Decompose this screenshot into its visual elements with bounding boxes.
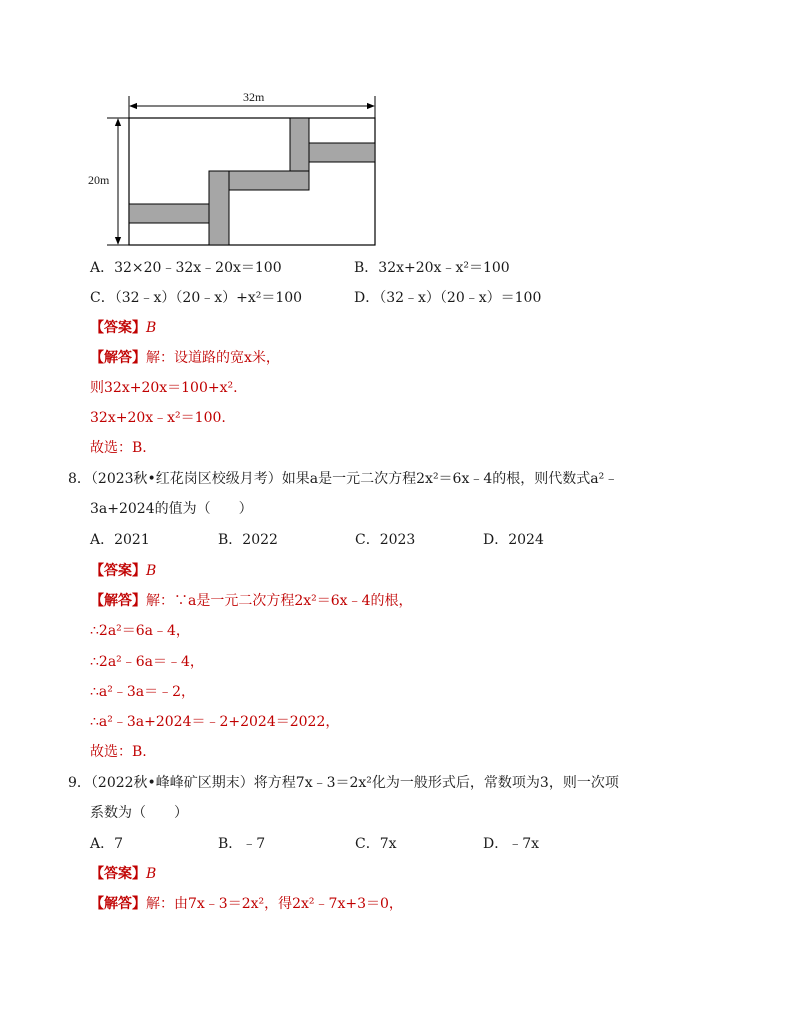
q9-option-d[interactable]: D．﹣7x (483, 836, 540, 852)
solution-line: 解：由7x﹣3＝2x²，得2x²﹣7x+3＝0， (146, 896, 403, 912)
solution-line: ∴a²﹣3a+2024＝﹣2+2024＝2022， (90, 714, 340, 730)
q7-solution (90, 348, 280, 368)
q8-option-d[interactable]: D．2024 (483, 532, 544, 548)
answer-value: B (146, 866, 157, 882)
solution-line: ∴2a²＝6a﹣4， (90, 623, 190, 639)
q9-option-a[interactable]: A．7 (90, 836, 124, 852)
answer-value: B (146, 320, 157, 336)
q9-stem: 9．（2022秋•峰峰矿区期末）将方程7x﹣3＝2x²化为一般形式后，常数项为3，则一次项 (68, 775, 619, 791)
solution-line: 故选：B. (90, 440, 147, 456)
q7-option-b[interactable]: B．32x+20x﹣x²＝100 (354, 260, 510, 276)
answer-tag: 【答案】 (90, 866, 146, 882)
q9-option-c[interactable]: C．7x (355, 836, 397, 852)
q7-answer (90, 318, 156, 338)
width-label: 32m (243, 90, 265, 104)
road-segment-4 (290, 118, 309, 171)
answer-tag: 【答案】 (90, 563, 146, 579)
q9-answer (90, 864, 156, 884)
solution-tag: 【解答】 (90, 896, 146, 912)
solution-line: 解：∵a是一元二次方程2x²＝6x﹣4的根， (146, 593, 413, 609)
road-segment-2 (209, 171, 229, 245)
solution-line: 故选：B. (90, 744, 147, 760)
q9-stem-continued: 系数为（ ） (90, 805, 188, 821)
solution-line: ∴2a²﹣6a＝﹣4， (90, 654, 204, 670)
solution-line: ∴a²﹣3a＝﹣2， (90, 684, 196, 700)
q8-option-c[interactable]: C．2023 (355, 532, 416, 548)
q8-solution (90, 591, 412, 611)
road-diagram (0, 0, 794, 260)
road-segment-5 (309, 143, 375, 162)
q7-option-a[interactable]: A．32×20﹣32x﹣20x＝100 (90, 260, 282, 276)
solution-line: 则32x+20x＝100+x². (90, 380, 238, 396)
road-segment-3 (229, 171, 309, 190)
solution-tag: 【解答】 (90, 350, 146, 366)
q8-answer (90, 561, 156, 581)
q7-option-d[interactable]: D．（32﹣x）（20﹣x）＝100 (354, 290, 542, 306)
solution-line: 解：设道路的宽x米， (146, 350, 280, 366)
q8-stem-continued: 3a+2024的值为（ ） (90, 501, 253, 517)
q8-stem: 8．（2023秋•红花岗区校级月考）如果a是一元二次方程2x²＝6x﹣4的根，则代数式a²﹣ (68, 471, 619, 487)
height-label: 20m (88, 173, 110, 187)
q9-solution (90, 894, 403, 914)
q9-option-b[interactable]: B．﹣7 (218, 836, 266, 852)
answer-tag: 【答案】 (90, 320, 146, 336)
answer-value: B (146, 563, 157, 579)
q8-option-a[interactable]: A．2021 (90, 532, 150, 548)
solution-tag: 【解答】 (90, 593, 146, 609)
q7-option-c[interactable]: C．（32﹣x）（20﹣x）+x²＝100 (90, 290, 303, 306)
q8-option-b[interactable]: B．2022 (218, 532, 278, 548)
road-segment-1 (129, 204, 209, 223)
solution-line: 32x+20x﹣x²＝100. (90, 410, 226, 426)
